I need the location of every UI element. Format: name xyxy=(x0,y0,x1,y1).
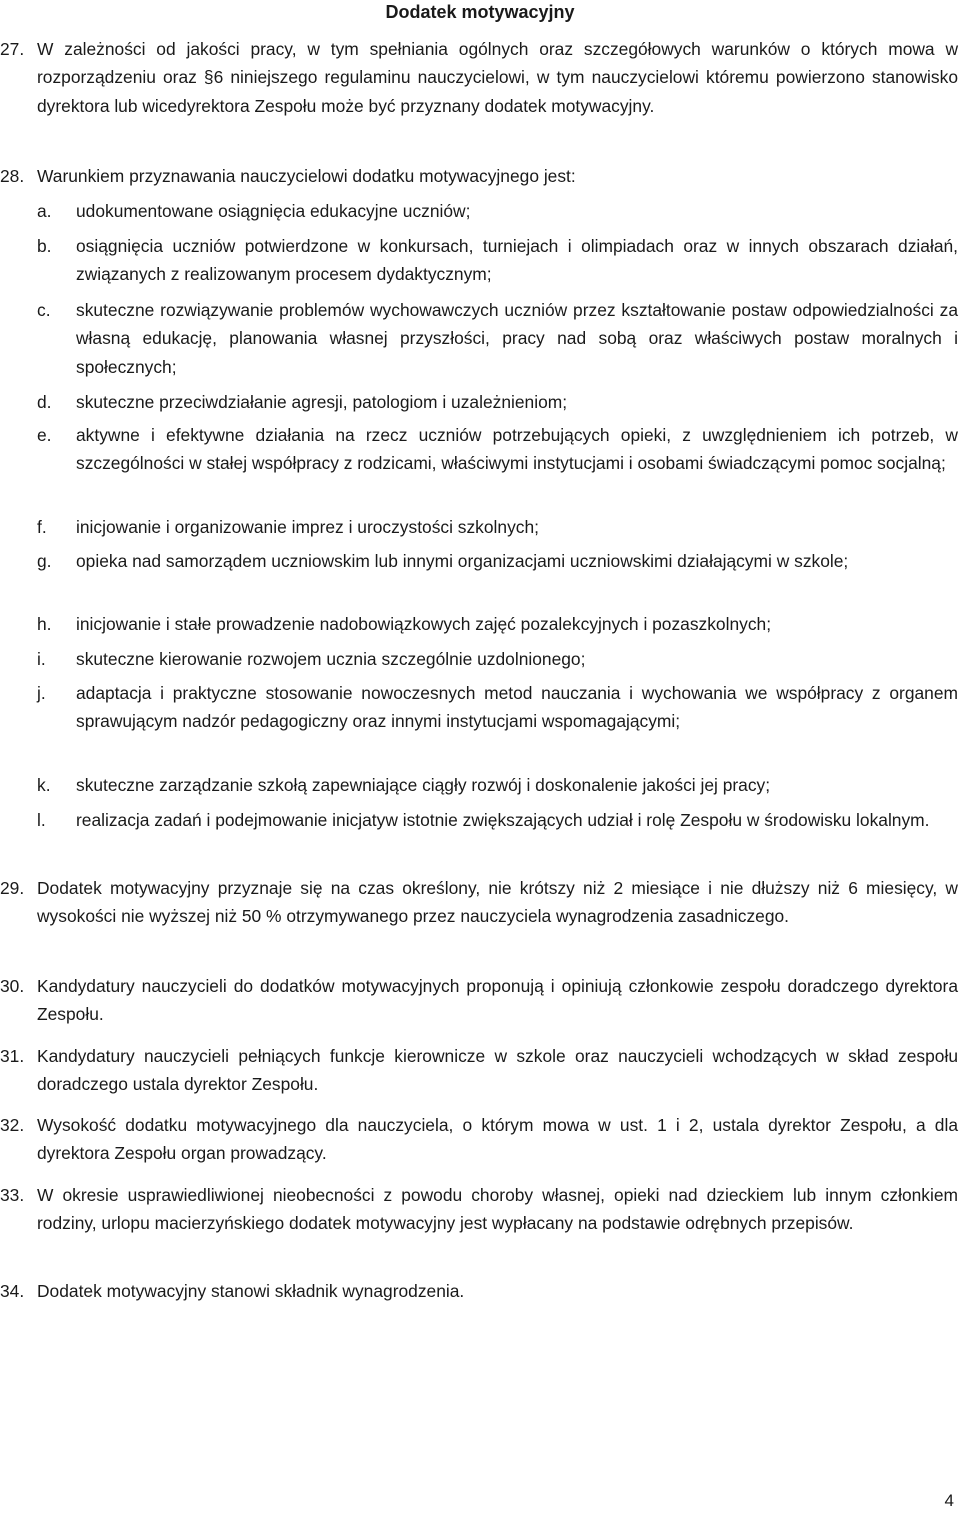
paragraph-text: Wysokość dodatku motywacyjnego dla nauczyciela, o którym mowa w ust. 1 i 2, ustala dyrektor Zespołu, a dla dyrektora Zespołu organ prowadzący. xyxy=(37,1115,958,1164)
list-item-label: e. xyxy=(37,425,52,445)
page-title: Dodatek motywacyjny xyxy=(385,2,575,22)
paragraph-28 xyxy=(0,162,958,190)
list-item-text: inicjowanie i stałe prowadzenie nadobowiązkowych zajęć pozalekcyjnych i pozaszkolnych; xyxy=(76,614,772,634)
list-item-label: l. xyxy=(37,810,46,830)
paragraph-32 xyxy=(0,1111,958,1168)
paragraph-text: Warunkiem przyznawania nauczycielowi dodatku motywacyjnego jest: xyxy=(37,166,576,186)
paragraph-text: W zależności od jakości pracy, w tym spełniania ogólnych oraz szczegółowych warunków o których mowa w rozporządzeniu oraz §6 niniejszego regulaminu nauczycielowi, w tym nauczycielowi któremu powierzono stanowisko dyrektora lub wicedyrektora Zespołu może być przyznany dodatek motywacyjny. xyxy=(37,39,958,116)
page-number: 4 xyxy=(944,1491,954,1510)
list-item-text: skuteczne zarządzanie szkołą zapewniające ciągły rozwój i doskonalenie jakości jej pracy; xyxy=(76,775,771,795)
list-item-label: j. xyxy=(37,683,46,703)
paragraph-number: 34. xyxy=(0,1281,25,1301)
paragraph-34 xyxy=(0,1277,958,1305)
list-item-text: inicjowanie i organizowanie imprez i uroczystości szkolnych; xyxy=(76,517,539,537)
list-item xyxy=(37,197,958,225)
paragraph-text: W okresie usprawiedliwionej nieobecności z powodu choroby własnej, opieki nad dzieckiem lub innym członkiem rodziny, urlopu macierzyńskiego dodatek motywacyjny jest wypłacany na podstawie odrębnych przepisów. xyxy=(37,1185,958,1234)
list-item-label: c. xyxy=(37,300,51,320)
paragraph-number: 33. xyxy=(0,1185,25,1205)
list-item xyxy=(37,645,958,673)
paragraph-text: Dodatek motywacyjny przyznaje się na czas określony, nie krótszy niż 2 miesiące i nie dłuższy niż 6 miesięcy, w wysokości nie wyższej niż 50 % otrzymywanego przez nauczyciela wynagrodzenia zasadniczego. xyxy=(37,878,958,927)
list-item xyxy=(37,679,958,736)
list-item-text: realizacja zadań i podejmowanie inicjatyw istotnie zwiększających udział i rolę Zespołu w środowisku lokalnym. xyxy=(76,810,930,830)
list-item-text: skuteczne przeciwdziałanie agresji, patologiom i uzależnieniom; xyxy=(76,392,568,412)
paragraph-29 xyxy=(0,874,958,931)
list-item-text: opieka nad samorządem uczniowskim lub innymi organizacjami uczniowskimi działającymi w szkole; xyxy=(76,551,849,571)
paragraph-number: 29. xyxy=(0,878,25,898)
paragraph-30 xyxy=(0,972,958,1029)
list-item xyxy=(37,513,958,541)
list-item-label: b. xyxy=(37,236,52,256)
paragraph-text: Kandydatury nauczycieli pełniących funkcje kierownicze w szkole oraz nauczycieli wchodzących w skład zespołu doradczego ustala dyrektor Zespołu. xyxy=(37,1046,958,1095)
list-item xyxy=(37,610,958,638)
list-item-text: aktywne i efektywne działania na rzecz uczniów potrzebujących opieki, z uwzględnieniem ich potrzeb, w szczególności w stałej współpracy z rodzicami, właściwymi instytucjami i osobami świadczącymi pomoc socjalną; xyxy=(76,425,958,474)
list-item xyxy=(37,296,958,381)
list-item-label: i. xyxy=(37,649,46,669)
list-item xyxy=(37,232,958,289)
paragraph-number: 28. xyxy=(0,166,25,186)
list-item-text: adaptacja i praktyczne stosowanie nowoczesnych metod nauczania i wychowania we współpracy z organem sprawującym nadzór pedagogiczny oraz innymi instytucjami wspomagającymi; xyxy=(76,683,958,732)
list-item xyxy=(37,806,958,834)
paragraph-31 xyxy=(0,1042,958,1099)
paragraph-number: 32. xyxy=(0,1115,25,1135)
paragraph-number: 31. xyxy=(0,1046,25,1066)
list-item xyxy=(37,771,958,799)
paragraph-number: 27. xyxy=(0,39,25,59)
list-item xyxy=(37,421,958,478)
paragraph-text: Kandydatury nauczycieli do dodatków motywacyjnych proponują i opiniują członkowie zespołu doradczego dyrektora Zespołu. xyxy=(37,976,958,1025)
paragraph-33 xyxy=(0,1181,958,1238)
list-item-text: skuteczne rozwiązywanie problemów wychowawczych uczniów przez kształtowanie postaw odpowiedzialności za własną edukację, planowania własnej przyszłości, pracy nad sobą oraz właściwych postaw moralnych i społecznych; xyxy=(76,300,958,377)
list-item-label: f. xyxy=(37,517,47,537)
list-item-label: k. xyxy=(37,775,51,795)
list-item-label: d. xyxy=(37,392,52,412)
list-item xyxy=(37,547,958,575)
paragraph-number: 30. xyxy=(0,976,25,996)
list-item-text: udokumentowane osiągnięcia edukacyjne uczniów; xyxy=(76,201,471,221)
list-item xyxy=(37,388,958,416)
paragraph-text: Dodatek motywacyjny stanowi składnik wynagrodzenia. xyxy=(37,1281,465,1301)
list-item-text: osiągnięcia uczniów potwierdzone w konkursach, turniejach i olimpiadach oraz w innych obszarach działań, związanych z realizowanym procesem dydaktycznym; xyxy=(76,236,958,285)
paragraph-27 xyxy=(0,35,958,120)
list-item-label: h. xyxy=(37,614,52,634)
list-item-label: g. xyxy=(37,551,52,571)
list-item-label: a. xyxy=(37,201,52,221)
list-item-text: skuteczne kierowanie rozwojem ucznia szczególnie uzdolnionego; xyxy=(76,649,586,669)
